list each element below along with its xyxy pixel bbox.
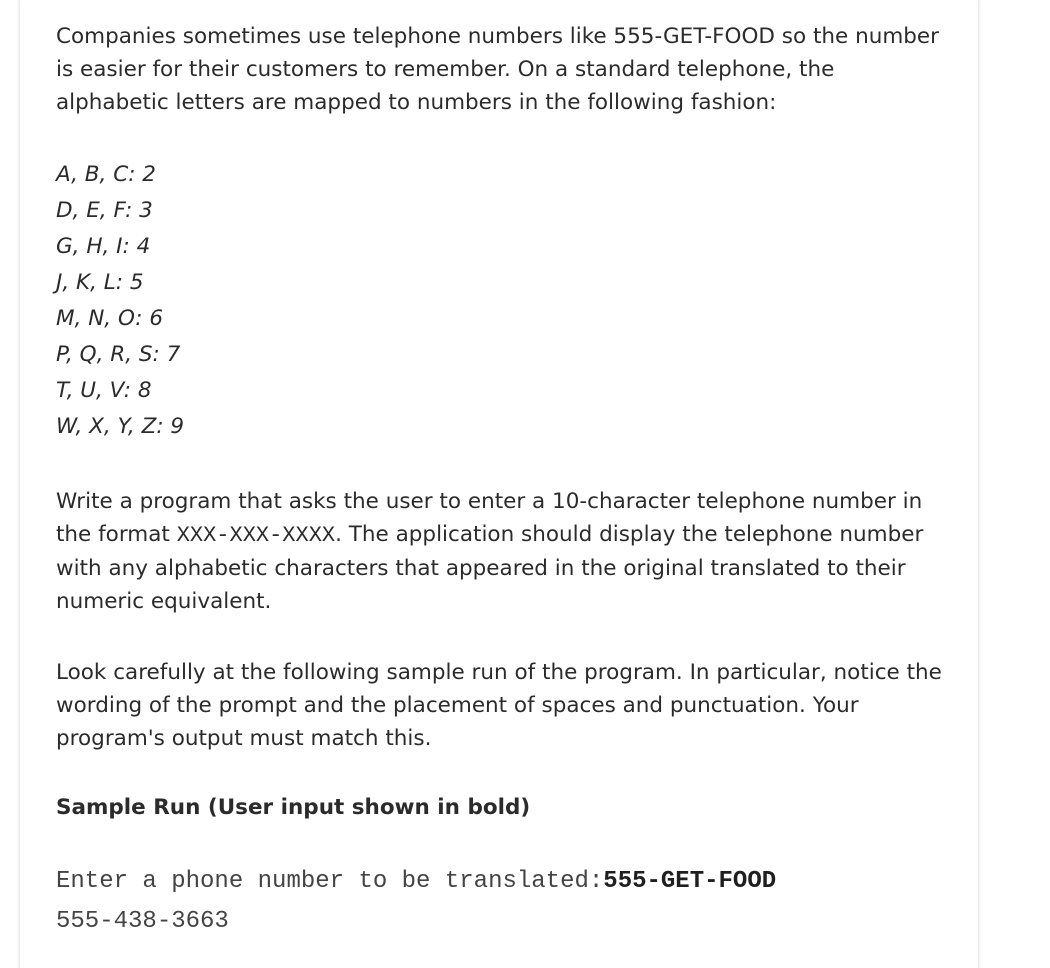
mapping-item: M, N, O: 6 — [56, 306, 164, 331]
sample-output-line: 555-438-3663 — [56, 908, 229, 935]
task-text-before: Write a program that asks the user to enter a 10-character telephone number in the format — [56, 489, 923, 547]
sample-prompt-line — [56, 862, 946, 902]
intro-paragraph: Companies sometimes use telephone numbers like 555-GET-FOOD so the number is easier for their customers to remember. On a standard telephone, the alphabetic letters are mapped to numbers in the following fashion: — [56, 24, 940, 115]
mapping-item: J, K, L: 5 — [56, 270, 144, 295]
mapping-item: W, X, Y, Z: 9 — [56, 414, 185, 439]
mapping-item: D, E, F: 3 — [56, 198, 153, 223]
assignment-body — [56, 20, 946, 942]
sample-run-block — [56, 862, 946, 942]
task-text-after: . The application should display the telephone number with any alphabetic characters that appeared in the original translated to their numeric equivalent. — [56, 522, 924, 614]
sample-run-heading: Sample Run (User input shown in bold) — [56, 795, 531, 820]
letter-mapping-list — [56, 157, 946, 445]
mapping-item: T, U, V: 8 — [56, 378, 152, 403]
task-paragraph — [56, 485, 946, 618]
notice-paragraph: Look carefully at the following sample run of the program. In particular, notice the wording of the prompt and the placement of spaces and punctuation. Your program's output must match this. — [56, 660, 942, 751]
mapping-item: A, B, C: 2 — [56, 162, 156, 187]
format-code: XXX-XXX-XXXX — [176, 523, 336, 548]
mapping-item: P, Q, R, S: 7 — [56, 342, 181, 367]
mapping-item: G, H, I: 4 — [56, 234, 151, 259]
content-card — [20, 0, 978, 968]
sample-user-input: 555-GET-FOOD — [603, 868, 777, 895]
sample-prompt: Enter a phone number to be translated: — [56, 868, 604, 895]
